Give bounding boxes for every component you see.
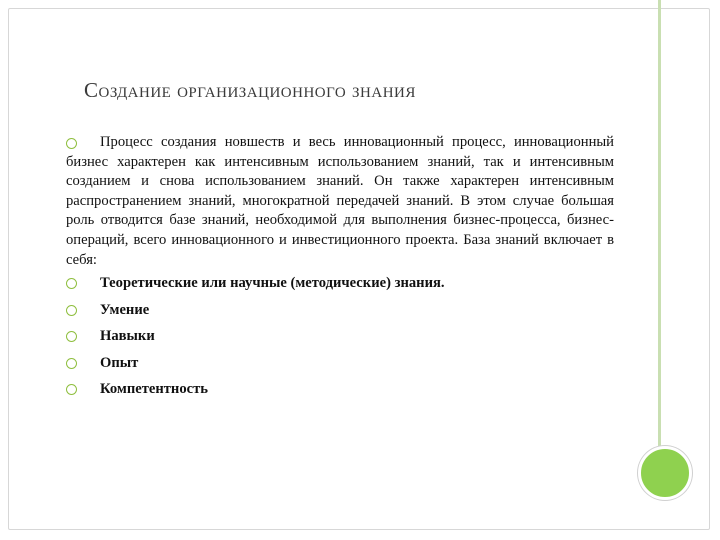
intro-paragraph bbox=[66, 133, 614, 270]
list-item bbox=[66, 353, 614, 380]
bullet-icon bbox=[66, 358, 77, 369]
bullet-icon bbox=[66, 305, 77, 316]
list-item-text: Навыки bbox=[100, 328, 155, 345]
list-item bbox=[66, 273, 614, 300]
list-item-text: Компетентность bbox=[100, 381, 208, 398]
bullet-icon bbox=[66, 384, 77, 395]
knowledge-base-list bbox=[66, 273, 614, 406]
slide-content bbox=[66, 133, 614, 406]
bullet-icon bbox=[66, 331, 77, 342]
list-item-text: Умение bbox=[100, 301, 150, 318]
list-item-text: Теоретические или научные (методические) знания. bbox=[100, 275, 445, 292]
slide-title: Создание организационного знания bbox=[84, 78, 416, 102]
list-item-text: Опыт bbox=[100, 354, 139, 371]
list-item bbox=[66, 326, 614, 353]
decorative-vertical-line bbox=[658, 0, 661, 452]
list-item bbox=[66, 379, 614, 406]
decorative-green-circle bbox=[638, 446, 692, 500]
intro-text: Процесс создания новшеств и весь инновационный процесс, инновационный бизнес характерен как интенсивным использованием знаний, так и интенсивным созданием и снова использованием знаний. Он также характерен интенсивным распространением знаний, многократной передачей знаний. В этом случае большая роль отводится базе знаний, необходимой для выполнения бизнес-процесса, бизнес-операций, всего инновационного и инвестиционного проекта. База знаний включает в себя: bbox=[66, 134, 614, 268]
list-item bbox=[66, 300, 614, 327]
bullet-icon bbox=[66, 278, 77, 289]
bullet-icon bbox=[66, 138, 77, 149]
